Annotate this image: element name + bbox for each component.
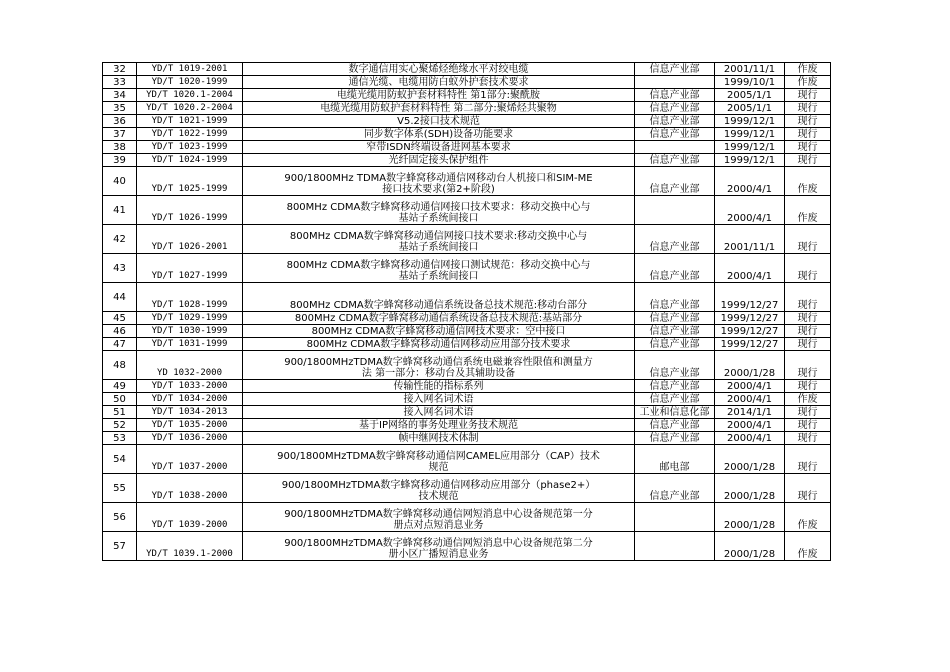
status-cell: 现行 (785, 338, 831, 351)
table-row (103, 445, 831, 474)
standard-name-cell (243, 312, 635, 325)
standard-name-cell (243, 325, 635, 338)
standard-name-cell (243, 338, 635, 351)
standard-name-line: 接入网名词术语 (403, 393, 474, 405)
table-row (103, 128, 831, 141)
effective-date-cell: 2005/1/1 (715, 102, 785, 115)
table-row (103, 532, 831, 561)
row-number-cell: 48 (103, 351, 137, 380)
standard-name-line: 接入网名词术语 (403, 406, 474, 418)
effective-date-cell: 2001/11/1 (715, 225, 785, 254)
standard-name-cell (243, 393, 635, 406)
table-row (103, 406, 831, 419)
standard-code-cell: YD/T 1026-2001 (137, 225, 243, 254)
standard-code-cell: YD/T 1019-2001 (137, 63, 243, 76)
standard-name-line: 900/1800MHzTDMA数字蜂窝移动通信系统电磁兼容性限值和测量方 (284, 357, 593, 368)
effective-date-cell: 2001/11/1 (715, 63, 785, 76)
row-number-cell: 38 (103, 141, 137, 154)
row-number-cell: 56 (103, 503, 137, 532)
status-cell: 作废 (785, 393, 831, 406)
standard-name-line: 接口技术要求(第2+阶段) (382, 184, 495, 195)
issuing-department-cell: 信息产业部 (635, 115, 715, 128)
table-row (103, 102, 831, 115)
effective-date-cell: 1999/12/1 (715, 141, 785, 154)
effective-date-cell: 2000/4/1 (715, 196, 785, 225)
status-cell: 现行 (785, 141, 831, 154)
table-row (103, 432, 831, 445)
standard-name-cell (243, 102, 635, 115)
status-cell: 现行 (785, 474, 831, 503)
effective-date-cell: 1999/12/1 (715, 115, 785, 128)
effective-date-cell: 2005/1/1 (715, 89, 785, 102)
standard-name-cell (243, 225, 635, 254)
effective-date-cell: 1999/10/1 (715, 76, 785, 89)
standard-name-cell (243, 167, 635, 196)
status-cell: 作废 (785, 196, 831, 225)
standard-name-line: 800MHz CDMA数字蜂窝移动通信网接口技术要求:移动交换中心与 (289, 231, 588, 242)
standard-name-cell (243, 89, 635, 102)
standard-code-cell: YD/T 1030-1999 (137, 325, 243, 338)
effective-date-cell: 2000/4/1 (715, 254, 785, 283)
issuing-department-cell (635, 76, 715, 89)
row-number-cell: 40 (103, 167, 137, 196)
standard-name-cell (243, 351, 635, 380)
table-row (103, 325, 831, 338)
row-number-cell: 50 (103, 393, 137, 406)
standard-code-cell: YD/T 1035-2000 (137, 419, 243, 432)
effective-date-cell: 2000/1/28 (715, 445, 785, 474)
table-row (103, 115, 831, 128)
row-number-cell: 32 (103, 63, 137, 76)
table-row (103, 474, 831, 503)
table-row (103, 89, 831, 102)
effective-date-cell: 2000/1/28 (715, 503, 785, 532)
standard-name-cell (243, 283, 635, 312)
standard-code-cell: YD/T 1025-1999 (137, 167, 243, 196)
standard-code-cell: YD/T 1028-1999 (137, 283, 243, 312)
status-cell: 作废 (785, 76, 831, 89)
row-number-cell: 53 (103, 432, 137, 445)
standard-name-cell (243, 445, 635, 474)
row-number-cell: 51 (103, 406, 137, 419)
standard-code-cell: YD/T 1033-2000 (137, 380, 243, 393)
standard-name-cell (243, 63, 635, 76)
effective-date-cell: 2000/4/1 (715, 393, 785, 406)
standard-name-line: 基站子系统间接口 (398, 213, 479, 224)
table-row (103, 63, 831, 76)
row-number-cell: 41 (103, 196, 137, 225)
standard-code-cell: YD 1032-2000 (137, 351, 243, 380)
status-cell: 现行 (785, 432, 831, 445)
table-row (103, 167, 831, 196)
standard-name-line: 800MHz CDMA数字蜂窝移动通信系统设备总技术规范:基站部分 (294, 312, 583, 324)
issuing-department-cell: 信息产业部 (635, 154, 715, 167)
standard-code-cell: YD/T 1023-1999 (137, 141, 243, 154)
standard-code-cell: YD/T 1027-1999 (137, 254, 243, 283)
row-number-cell: 39 (103, 154, 137, 167)
standard-name-line: 900/1800MHzTDMA数字蜂窝移动通信网CAMEL应用部分（CAP）技术 (277, 451, 600, 462)
standard-code-cell: YD/T 1024-1999 (137, 154, 243, 167)
effective-date-cell: 2000/1/28 (715, 474, 785, 503)
standard-name-line: 基站子系统间接口 (398, 271, 479, 282)
standard-code-cell: YD/T 1039.1-2000 (137, 532, 243, 561)
standard-code-cell: YD/T 1034-2013 (137, 406, 243, 419)
effective-date-cell: 2000/1/28 (715, 532, 785, 561)
row-number-cell: 37 (103, 128, 137, 141)
standard-name-line: 同步数字体系(SDH)设备功能要求 (363, 128, 514, 140)
row-number-cell: 54 (103, 445, 137, 474)
standards-table (102, 62, 831, 561)
standard-name-line: 法 第一部分：移动台及其辅助设备 (361, 368, 516, 379)
issuing-department-cell: 工业和信息化部 (635, 406, 715, 419)
issuing-department-cell: 信息产业部 (635, 380, 715, 393)
status-cell: 现行 (785, 312, 831, 325)
issuing-department-cell: 信息产业部 (635, 432, 715, 445)
effective-date-cell: 2000/1/28 (715, 351, 785, 380)
standard-name-cell (243, 128, 635, 141)
standard-code-cell: YD/T 1039-2000 (137, 503, 243, 532)
standard-name-line: 电缆光缆用防蚁护套材料特性 第二部分:聚烯烃共聚物 (320, 102, 557, 114)
standard-name-line: 900/1800MHzTDMA数字蜂窝移动通信网移动应用部分（phase2+） (281, 480, 596, 491)
issuing-department-cell: 信息产业部 (635, 325, 715, 338)
standard-name-line: 数字通信用实心聚烯烃绝缘水平对绞电缆 (348, 63, 529, 75)
issuing-department-cell (635, 141, 715, 154)
standard-name-cell (243, 196, 635, 225)
status-cell: 现行 (785, 325, 831, 338)
effective-date-cell: 2000/4/1 (715, 432, 785, 445)
status-cell: 现行 (785, 154, 831, 167)
status-cell: 作废 (785, 167, 831, 196)
row-number-cell: 57 (103, 532, 137, 561)
status-cell: 作废 (785, 532, 831, 561)
issuing-department-cell: 信息产业部 (635, 312, 715, 325)
standard-code-cell: YD/T 1020-1999 (137, 76, 243, 89)
issuing-department-cell: 信息产业部 (635, 474, 715, 503)
table-row (103, 351, 831, 380)
row-number-cell: 36 (103, 115, 137, 128)
issuing-department-cell: 信息产业部 (635, 351, 715, 380)
standard-name-line: 电缆光缆用防蚁护套材料特性 第1部分:聚酰胺 (337, 89, 540, 101)
standard-name-line: 800MHz CDMA数字蜂窝移动通信网技术要求：空中接口 (311, 325, 566, 337)
effective-date-cell: 2000/4/1 (715, 167, 785, 196)
status-cell: 现行 (785, 380, 831, 393)
standard-code-cell: YD/T 1020.1-2004 (137, 89, 243, 102)
issuing-department-cell (635, 503, 715, 532)
status-cell: 现行 (785, 254, 831, 283)
standard-code-cell: YD/T 1034-2000 (137, 393, 243, 406)
row-number-cell: 35 (103, 102, 137, 115)
standard-code-cell: YD/T 1037-2000 (137, 445, 243, 474)
standard-code-cell: YD/T 1020.2-2004 (137, 102, 243, 115)
standard-code-cell: YD/T 1026-1999 (137, 196, 243, 225)
issuing-department-cell (635, 196, 715, 225)
issuing-department-cell: 信息产业部 (635, 283, 715, 312)
issuing-department-cell: 信息产业部 (635, 89, 715, 102)
row-number-cell: 55 (103, 474, 137, 503)
standard-name-line: 技术规范 (418, 491, 459, 502)
issuing-department-cell: 信息产业部 (635, 393, 715, 406)
status-cell: 现行 (785, 128, 831, 141)
standard-code-cell: YD/T 1031-1999 (137, 338, 243, 351)
row-number-cell: 43 (103, 254, 137, 283)
standard-name-line: 册点对点短消息业务 (393, 520, 484, 531)
standard-name-line: 800MHz CDMA数字蜂窝移动通信网移动应用部分技术要求 (306, 338, 571, 350)
effective-date-cell: 2014/1/1 (715, 406, 785, 419)
issuing-department-cell: 信息产业部 (635, 419, 715, 432)
standard-name-cell (243, 474, 635, 503)
row-number-cell: 49 (103, 380, 137, 393)
standard-code-cell: YD/T 1029-1999 (137, 312, 243, 325)
status-cell: 现行 (785, 445, 831, 474)
standard-name-line: 基于IP网络的事务处理业务技术规范 (359, 419, 518, 431)
standard-name-line: 800MHz CDMA数字蜂窝移动通信系统设备总技术规范:移动台部分 (289, 300, 588, 311)
issuing-department-cell: 信息产业部 (635, 225, 715, 254)
table-row (103, 283, 831, 312)
table-row (103, 503, 831, 532)
standard-name-cell (243, 432, 635, 445)
row-number-cell: 45 (103, 312, 137, 325)
standard-name-line: 册小区广播短消息业务 (388, 549, 489, 560)
status-cell: 现行 (785, 406, 831, 419)
issuing-department-cell (635, 532, 715, 561)
standard-name-line: 光纤固定接头保护组件 (388, 154, 489, 166)
table-row (103, 76, 831, 89)
standards-table-body (103, 63, 831, 561)
row-number-cell: 47 (103, 338, 137, 351)
effective-date-cell: 1999/12/27 (715, 283, 785, 312)
issuing-department-cell: 信息产业部 (635, 254, 715, 283)
standard-name-cell (243, 419, 635, 432)
standard-name-line: 800MHz CDMA数字蜂窝移动通信网接口技术要求：移动交换中心与 (286, 202, 591, 213)
standard-name-cell (243, 254, 635, 283)
standard-name-line: 窄带ISDN终端设备进网基本要求 (366, 141, 511, 153)
row-number-cell: 42 (103, 225, 137, 254)
standard-name-cell (243, 406, 635, 419)
issuing-department-cell: 信息产业部 (635, 338, 715, 351)
standard-name-line: 基站子系统间接口 (398, 242, 479, 253)
standard-name-line: 通信光缆、电缆用防白蚁外护套技术要求 (348, 76, 529, 88)
standard-name-line: 900/1800MHzTDMA数字蜂窝移动通信网短消息中心设备规范第二分 (284, 538, 593, 549)
effective-date-cell: 2000/4/1 (715, 419, 785, 432)
standard-name-line: 900/1800MHz TDMA数字蜂窝移动通信网移动台人机接口和SIM-ME (284, 173, 593, 184)
table-row (103, 141, 831, 154)
row-number-cell: 33 (103, 76, 137, 89)
table-row (103, 338, 831, 351)
table-row (103, 254, 831, 283)
issuing-department-cell: 邮电部 (635, 445, 715, 474)
status-cell: 现行 (785, 225, 831, 254)
standard-name-cell (243, 503, 635, 532)
standard-code-cell: YD/T 1036-2000 (137, 432, 243, 445)
effective-date-cell: 2000/4/1 (715, 380, 785, 393)
status-cell: 现行 (785, 89, 831, 102)
effective-date-cell: 1999/12/27 (715, 325, 785, 338)
standard-name-line: 规范 (428, 462, 449, 473)
effective-date-cell: 1999/12/27 (715, 312, 785, 325)
standard-name-line: V5.2接口技术规范 (397, 115, 480, 127)
status-cell: 现行 (785, 419, 831, 432)
issuing-department-cell: 信息产业部 (635, 63, 715, 76)
issuing-department-cell: 信息产业部 (635, 167, 715, 196)
table-row (103, 312, 831, 325)
standard-name-cell (243, 154, 635, 167)
standard-name-line: 传输性能的指标系列 (393, 380, 484, 392)
standard-name-line: 900/1800MHzTDMA数字蜂窝移动通信网短消息中心设备规范第一分 (284, 509, 593, 520)
row-number-cell: 44 (103, 283, 137, 312)
status-cell: 现行 (785, 102, 831, 115)
table-row (103, 154, 831, 167)
issuing-department-cell: 信息产业部 (635, 128, 715, 141)
standard-name-cell (243, 76, 635, 89)
standard-name-cell (243, 141, 635, 154)
status-cell: 现行 (785, 283, 831, 312)
table-row (103, 419, 831, 432)
effective-date-cell: 1999/12/27 (715, 338, 785, 351)
standard-code-cell: YD/T 1022-1999 (137, 128, 243, 141)
status-cell: 现行 (785, 115, 831, 128)
standard-code-cell: YD/T 1038-2000 (137, 474, 243, 503)
row-number-cell: 46 (103, 325, 137, 338)
status-cell: 作废 (785, 503, 831, 532)
issuing-department-cell: 信息产业部 (635, 102, 715, 115)
row-number-cell: 34 (103, 89, 137, 102)
table-row (103, 380, 831, 393)
standard-name-line: 帧中继网技术体制 (398, 432, 479, 444)
status-cell: 现行 (785, 351, 831, 380)
effective-date-cell: 1999/12/1 (715, 128, 785, 141)
standard-name-cell (243, 532, 635, 561)
standard-name-line: 800MHz CDMA数字蜂窝移动通信网接口测试规范：移动交换中心与 (286, 260, 591, 271)
table-row (103, 196, 831, 225)
status-cell: 作废 (785, 63, 831, 76)
standard-name-cell (243, 115, 635, 128)
row-number-cell: 52 (103, 419, 137, 432)
standard-name-cell (243, 380, 635, 393)
table-row (103, 225, 831, 254)
standard-code-cell: YD/T 1021-1999 (137, 115, 243, 128)
effective-date-cell: 1999/12/1 (715, 154, 785, 167)
table-row (103, 393, 831, 406)
